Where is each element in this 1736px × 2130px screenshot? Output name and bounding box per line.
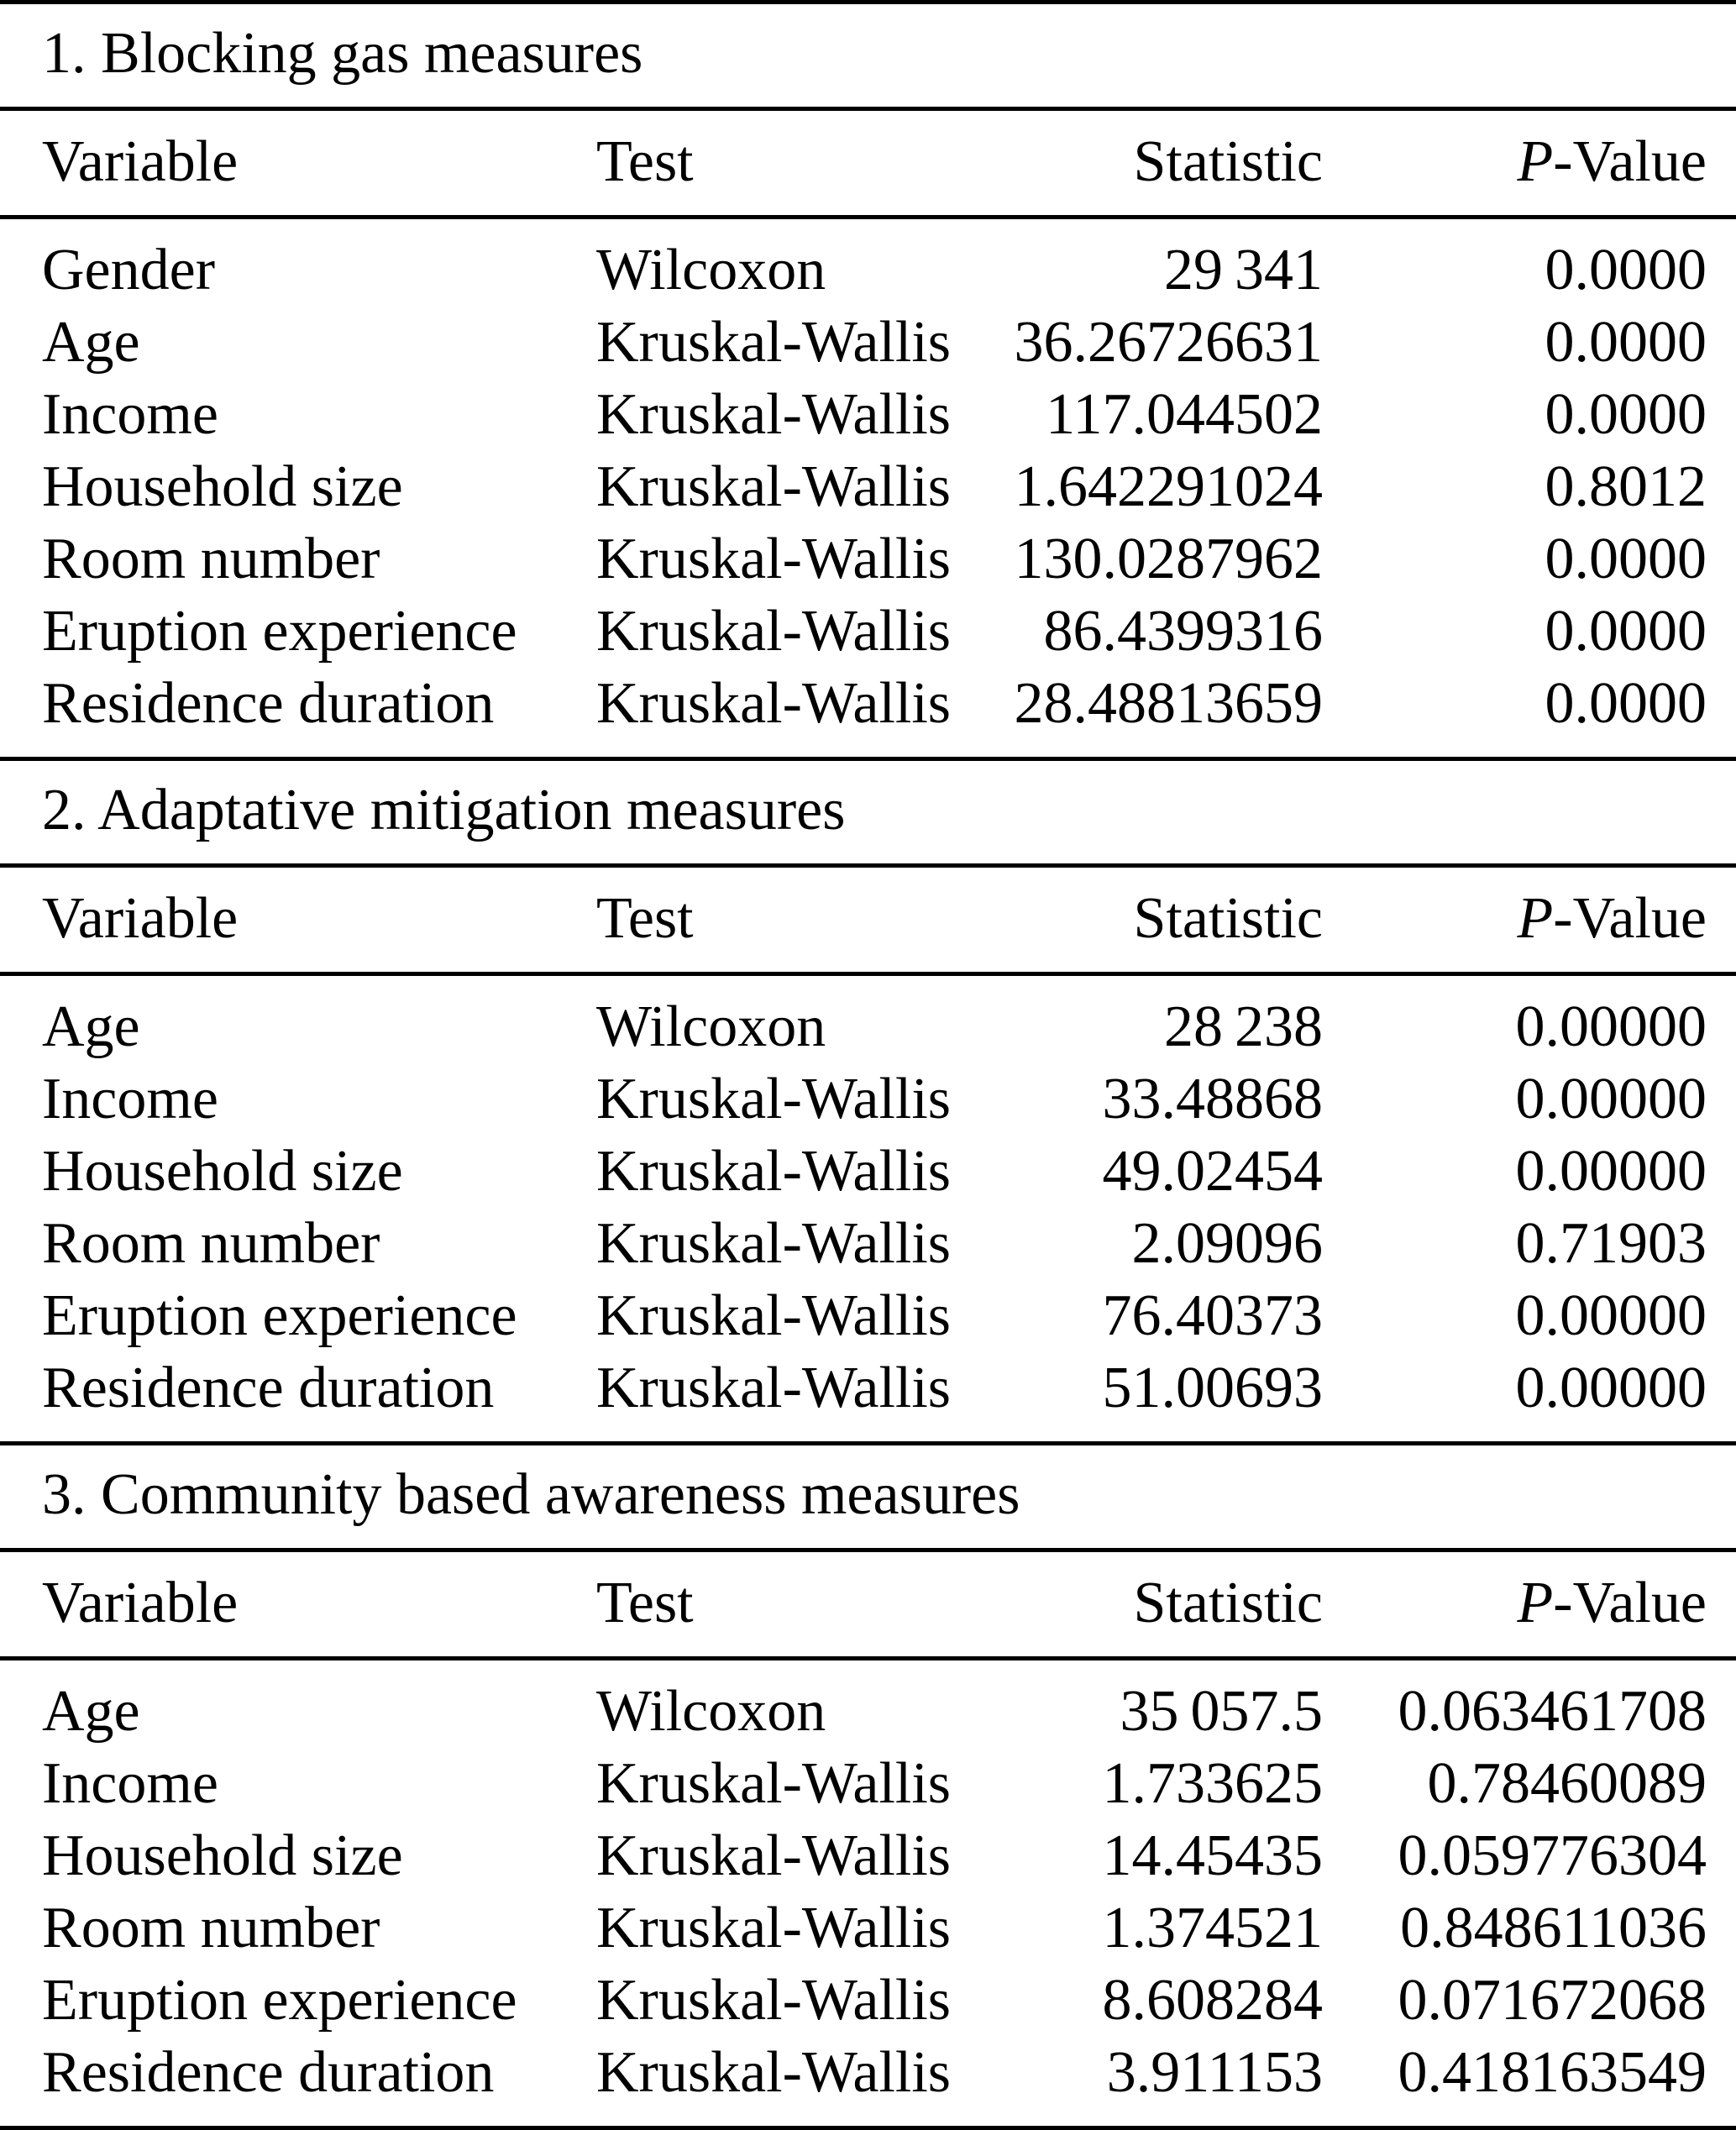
stats-table-blocking-gas [0, 107, 1736, 761]
column-header-statistic: Statistic [932, 1550, 1323, 1659]
cell-statistic: 76.40373 [1102, 1283, 1323, 1348]
p-value-italic-p: P [1517, 886, 1554, 951]
cell-variable: Residence duration [42, 671, 495, 736]
cell-variable: Residence duration [42, 1356, 495, 1420]
table-row [0, 974, 1736, 1064]
cell-statistic: 1.374521 [1102, 1896, 1323, 1960]
cell-p-value: 0.071672068 [1398, 1968, 1707, 2033]
cell-variable: Room number [42, 527, 380, 591]
cell-p-value: 0.0000 [1545, 238, 1707, 302]
table-row [0, 1820, 1736, 1892]
cell-variable: Age [42, 310, 140, 375]
cell-statistic: 49.02454 [1102, 1139, 1323, 1204]
cell-variable: Eruption experience [42, 1283, 517, 1348]
table-row [0, 1280, 1736, 1352]
table-row [0, 451, 1736, 523]
cell-statistic: 35 057.5 [1120, 1679, 1323, 1744]
table-row [0, 1352, 1736, 1444]
p-value-rest: -Value [1553, 129, 1707, 194]
cell-p-value: 0.00000 [1515, 1356, 1707, 1420]
cell-test: Kruskal-Wallis [596, 599, 952, 664]
column-header-p-value [1323, 1550, 1736, 1659]
cell-test: Kruskal-Wallis [596, 310, 952, 375]
section-title-adaptative-mitigation: 2. Adaptative mitigation measures [42, 778, 846, 842]
cell-p-value: 0.848611036 [1400, 1896, 1707, 1960]
cell-test: Wilcoxon [596, 1679, 826, 1744]
cell-variable: Income [42, 1751, 218, 1816]
cell-variable: Eruption experience [42, 599, 517, 664]
section-title-community-awareness: 3. Community based awareness measures [42, 1462, 1020, 1527]
table-row [0, 523, 1736, 595]
cell-variable: Household size [42, 454, 403, 519]
cell-statistic: 117.044502 [1046, 382, 1323, 447]
cell-statistic: 36.26726631 [1014, 310, 1323, 375]
cell-variable: Gender [42, 238, 216, 302]
cell-statistic: 86.4399316 [1043, 599, 1323, 664]
cell-p-value: 0.063461708 [1398, 1679, 1707, 1744]
cell-p-value: 0.0000 [1545, 599, 1707, 664]
cell-p-value: 0.0000 [1545, 527, 1707, 591]
column-header-test: Test [596, 1550, 932, 1659]
column-header-p-value [1323, 109, 1736, 218]
cell-test: Kruskal-Wallis [596, 1067, 952, 1131]
cell-p-value: 0.00000 [1515, 1067, 1707, 1131]
section-title-blocking-gas: 1. Blocking gas measures [42, 21, 643, 86]
p-value-italic-p: P [1517, 1571, 1554, 1635]
cell-variable: Age [42, 1679, 140, 1744]
cell-p-value: 0.0000 [1545, 310, 1707, 375]
cell-variable: Residence duration [42, 2040, 495, 2105]
cell-test: Kruskal-Wallis [596, 527, 952, 591]
cell-variable: Income [42, 1067, 218, 1131]
cell-test: Kruskal-Wallis [596, 1751, 952, 1816]
cell-statistic: 51.00693 [1102, 1356, 1323, 1420]
cell-p-value: 0.00000 [1515, 1283, 1707, 1348]
cell-statistic: 14.45435 [1102, 1823, 1323, 1888]
cell-test: Kruskal-Wallis [596, 1823, 952, 1888]
cell-test: Kruskal-Wallis [596, 1283, 952, 1348]
table-row [0, 1748, 1736, 1820]
cell-variable: Income [42, 382, 218, 447]
cell-p-value: 0.78460089 [1427, 1751, 1707, 1816]
table-row [0, 307, 1736, 379]
cell-variable: Room number [42, 1211, 380, 1276]
header-row [0, 1550, 1736, 1659]
cell-statistic: 3.911153 [1106, 2040, 1323, 2105]
cell-p-value: 0.059776304 [1398, 1823, 1707, 1888]
cell-statistic: 33.48868 [1102, 1067, 1323, 1131]
table-row [0, 379, 1736, 451]
header-row [0, 866, 1736, 974]
cell-variable: Household size [42, 1823, 403, 1888]
cell-statistic: 8.608284 [1102, 1968, 1323, 2033]
cell-p-value: 0.71903 [1515, 1211, 1707, 1276]
cell-statistic: 1.733625 [1102, 1751, 1323, 1816]
column-header-statistic: Statistic [932, 866, 1323, 974]
table-row [0, 1892, 1736, 1965]
cell-test: Wilcoxon [596, 994, 826, 1059]
cell-variable: Room number [42, 1896, 380, 1960]
column-header-variable: Variable [0, 109, 596, 218]
cell-statistic: 28.48813659 [1014, 671, 1323, 736]
cell-test: Kruskal-Wallis [596, 2040, 952, 2105]
column-header-test: Test [596, 866, 932, 974]
cell-p-value: 0.00000 [1515, 1139, 1707, 1204]
cell-statistic: 28 238 [1163, 994, 1323, 1059]
section-blocking-gas-measures [0, 4, 1736, 761]
cell-test: Kruskal-Wallis [596, 382, 952, 447]
cell-test: Kruskal-Wallis [596, 671, 952, 736]
table-row [0, 1208, 1736, 1280]
stats-table-adaptative-mitigation [0, 863, 1736, 1445]
cell-test: Kruskal-Wallis [596, 1968, 952, 2033]
cell-p-value: 0.0000 [1545, 671, 1707, 736]
cell-statistic: 2.09096 [1131, 1211, 1323, 1276]
cell-variable: Household size [42, 1139, 403, 1204]
cell-statistic: 130.0287962 [1014, 527, 1323, 591]
table-row [0, 1965, 1736, 2037]
stats-table-community-awareness [0, 1548, 1736, 2130]
cell-test: Kruskal-Wallis [596, 1139, 952, 1204]
cell-test: Kruskal-Wallis [596, 1896, 952, 1960]
cell-p-value: 0.418163549 [1398, 2040, 1707, 2105]
table-row [0, 218, 1736, 307]
cell-p-value: 0.8012 [1545, 454, 1707, 519]
column-header-variable: Variable [0, 1550, 596, 1659]
p-value-rest: -Value [1553, 886, 1707, 951]
cell-statistic: 1.642291024 [1014, 454, 1323, 519]
table-row [0, 1136, 1736, 1208]
cell-test: Kruskal-Wallis [596, 1356, 952, 1420]
cell-p-value: 0.00000 [1515, 994, 1707, 1059]
cell-variable: Eruption experience [42, 1968, 517, 2033]
p-value-rest: -Value [1553, 1571, 1707, 1635]
table-row [0, 2037, 1736, 2128]
table-row [0, 1063, 1736, 1136]
table-row [0, 1659, 1736, 1749]
column-header-variable: Variable [0, 866, 596, 974]
cell-test: Wilcoxon [596, 238, 826, 302]
cell-p-value: 0.0000 [1545, 382, 1707, 447]
table-row [0, 595, 1736, 668]
column-header-statistic: Statistic [932, 109, 1323, 218]
p-value-italic-p: P [1517, 129, 1554, 194]
cell-statistic: 29 341 [1163, 238, 1323, 302]
column-header-test: Test [596, 109, 932, 218]
table-row [0, 668, 1736, 759]
cell-test: Kruskal-Wallis [596, 454, 952, 519]
column-header-p-value [1323, 866, 1736, 974]
section-community-awareness-measures [0, 1445, 1736, 2130]
cell-test: Kruskal-Wallis [596, 1211, 952, 1276]
cell-variable: Age [42, 994, 140, 1059]
section-adaptative-mitigation-measures [0, 761, 1736, 1445]
header-row [0, 109, 1736, 218]
